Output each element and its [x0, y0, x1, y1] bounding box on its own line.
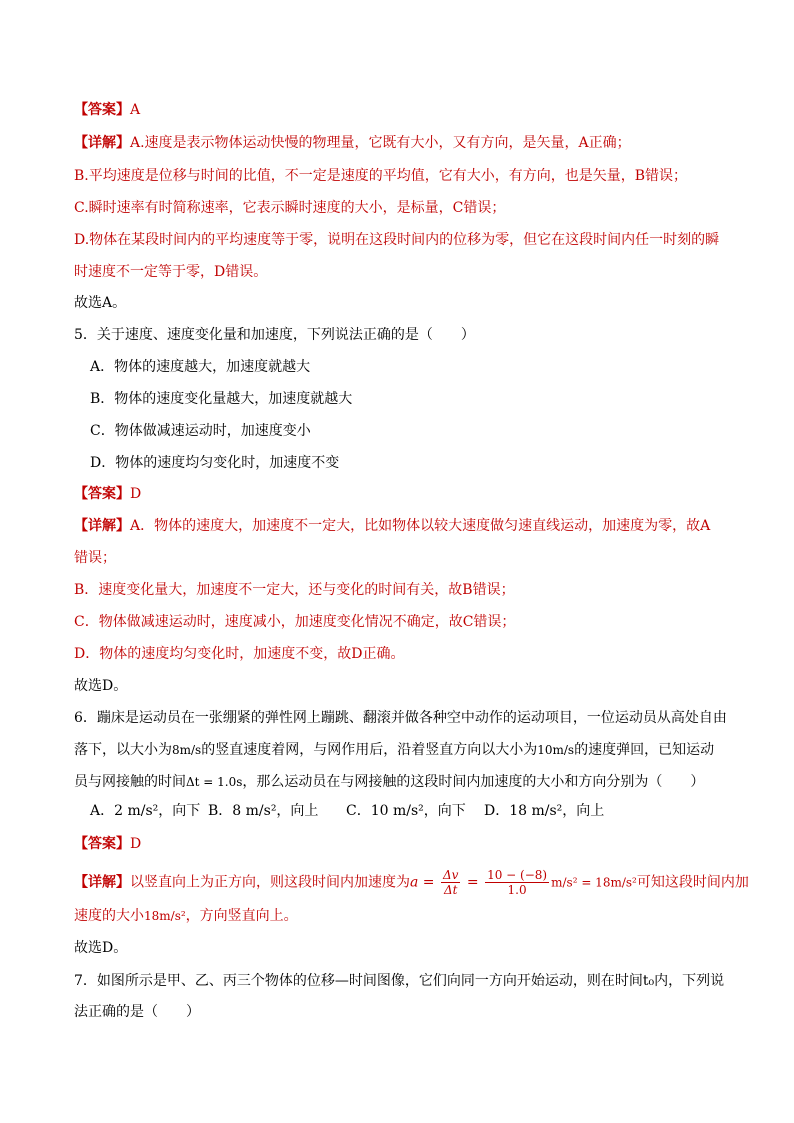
answer-value: D — [130, 486, 142, 502]
detail-text: A．物体的速度大，加速度不一定大，比如物体以较大速度做匀速直线运动，加速度为零，故A — [130, 518, 711, 534]
q6-option-d: D．18 m/s²，向上 — [484, 803, 605, 819]
answer-value: D — [130, 836, 142, 852]
q6-detail-line — [74, 868, 749, 897]
detail-text: A.速度是表示物体运动快慢的物理量，它既有大小，又有方向，是矢量，A正确； — [130, 135, 631, 151]
detail-text: 速度的大小 — [74, 908, 144, 924]
q5-stem: 5．关于速度、速度变化量和加速度，下列说法正确的是（ ） — [74, 327, 475, 343]
formula-unit: m/s² — [551, 875, 578, 890]
speed-value: 10m/s — [537, 743, 575, 757]
speed-value: 8m/s — [172, 743, 202, 757]
answer-tag: 【答案】 — [74, 486, 130, 502]
acceleration-value: 18m/s² — [144, 909, 186, 923]
detail-tag: 【详解】 — [74, 874, 130, 891]
stem-text: 的速度弹回，已知运动 — [574, 742, 715, 758]
detail-text: ，方向竖直向上。 — [185, 908, 298, 924]
q6-stem-line — [74, 740, 734, 760]
q6-option-c: C．10 m/s²，向下 — [346, 803, 466, 819]
answer-tag: 【答案】 — [74, 102, 130, 118]
detail-tag: 【详解】 — [74, 135, 130, 151]
q6-answer — [74, 834, 734, 854]
q6-stem-line — [74, 772, 734, 792]
q4-detail-line — [74, 133, 734, 153]
q4-detail-line: B.平均速度是位移与时间的比值，不一定是速度的平均值，它有大小，有方向，也是矢量，B错误； — [74, 168, 688, 184]
q5-detail-line: B．速度变化量大，加速度不一定大，还与变化的时间有关，故B错误； — [74, 582, 515, 598]
answer-tag: 【答案】 — [74, 836, 130, 852]
q6-detail-line — [74, 906, 734, 926]
formula-equals: = — [418, 874, 439, 891]
detail-tag: 【详解】 — [74, 518, 130, 534]
q5-option-d: D．物体的速度均匀变化时，加速度不变 — [90, 455, 340, 471]
answer-value: A — [130, 102, 141, 118]
q7-stem-line: 7．如图所示是甲、乙、丙三个物体的位移—时间图像，它们向同一方向开始运动，则在时间t₀内，下列说 — [74, 973, 725, 989]
q5-answer — [74, 484, 734, 504]
stem-text: 落下，以大小为 — [74, 742, 172, 758]
q6-option-a: A．2 m/s²，向下 — [90, 803, 201, 819]
q5-conclusion: 故选D。 — [74, 678, 128, 694]
stem-text: 员与网接触的时间 — [74, 774, 186, 790]
detail-text: 以竖直向上为正方向，则这段时间内加速度为 — [130, 874, 410, 891]
q4-detail-line: D.物体在某段时间内的平均速度等于零，说明在这段时间内的位移为零，但它在这段时间内任一时刻的瞬 — [74, 232, 720, 248]
q5-detail-line: C．物体做减速运动时，速度减小，加速度变化情况不确定，故C错误； — [74, 614, 516, 630]
q5-option-c: C．物体做减速运动时，加速度变小 — [90, 423, 311, 439]
q5-detail-line: 错误； — [74, 550, 116, 566]
formula-fraction — [485, 868, 549, 897]
q6-conclusion: 故选D。 — [74, 940, 128, 956]
time-value: Δt = 1.0s — [186, 775, 243, 789]
formula-symbol: a — [410, 874, 419, 891]
q5-option-b: B．物体的速度变化量越大，加速度就越大 — [90, 391, 353, 407]
formula-denominator: Δt — [443, 883, 458, 897]
q5-detail-line — [74, 516, 734, 536]
formula-numerator: 10 − (−8) — [487, 868, 548, 882]
formula-fraction — [441, 868, 460, 897]
formula-denominator: 1.0 — [507, 883, 527, 897]
q7-stem-line: 法正确的是（ ） — [74, 1004, 200, 1020]
formula-numerator: Δv — [443, 868, 459, 882]
q4-detail-line: C.瞬时速率有时简称速率，它表示瞬时速度的大小，是标量，C错误； — [74, 200, 506, 216]
formula-equals: = — [462, 874, 484, 891]
formula-result: = 18m/s² — [577, 875, 637, 890]
detail-text: 可知这段时间内加 — [636, 874, 749, 891]
q5-detail-line: D．物体的速度均匀变化时，加速度不变，故D正确。 — [74, 646, 405, 662]
q4-detail-line: 时速度不一定等于零，D错误。 — [74, 264, 268, 280]
q6-stem-line: 6．蹦床是运动员在一张绷紧的弹性网上蹦跳、翻滚并做各种空中动作的运动项目，一位运动员从高处自由 — [74, 710, 727, 726]
stem-text: ，那么运动员在与网接触的这段时间内加速度的大小和方向分别为（ ） — [242, 774, 705, 790]
q4-answer — [74, 100, 734, 120]
q6-option-b: B．8 m/s²，向上 — [208, 803, 319, 819]
q6-options — [90, 801, 734, 821]
q4-conclusion: 故选A。 — [74, 295, 127, 311]
stem-text: 的竖直速度着网，与网作用后，沿着竖直方向以大小为 — [201, 742, 538, 758]
q5-option-a: A．物体的速度越大，加速度就越大 — [90, 359, 311, 375]
